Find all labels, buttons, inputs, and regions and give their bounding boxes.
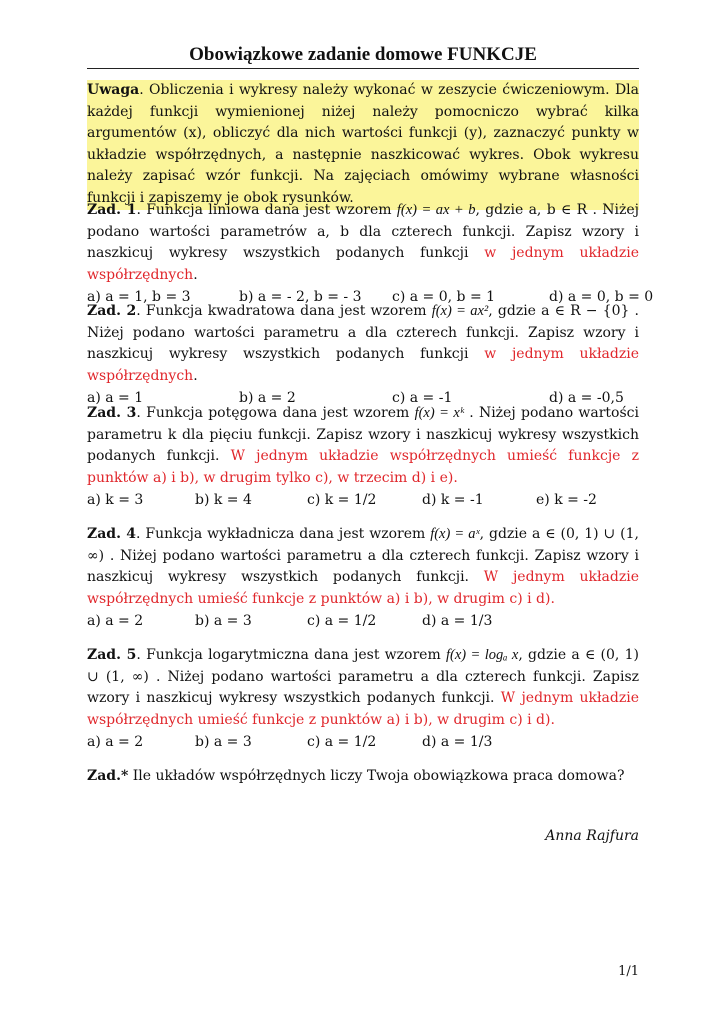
task-label: Zad. 1 xyxy=(87,202,137,218)
task-formula: f(x) = ax + b xyxy=(396,202,476,218)
option-c: c) a = 1/2 xyxy=(307,613,377,630)
option-b: b) k = 4 xyxy=(195,492,252,509)
task-intro: . Funkcja logarytmiczna dana jest wzorem xyxy=(136,647,446,663)
option-c: c) a = -1 xyxy=(392,390,453,407)
task-options xyxy=(87,731,639,753)
task-1 xyxy=(87,200,654,308)
option-c: c) a = 1/2 xyxy=(307,734,377,751)
task-formula: f(x) = ax² xyxy=(431,303,489,319)
task-2 xyxy=(87,301,639,409)
option-b: b) a = - 2, b = - 3 xyxy=(239,289,362,306)
option-a: a) a = 2 xyxy=(87,613,144,630)
task-options xyxy=(87,610,639,632)
task-formula: f(x) = logₐ x xyxy=(445,647,519,663)
task-intro: . Funkcja kwadratowa dana jest wzorem xyxy=(136,303,432,319)
note-label: Uwaga xyxy=(87,82,140,98)
note-text: . Obliczenia i wykresy należy wykonać w zeszycie ćwiczeniowym. Dla każdej funkcji wymienionej niżej należy pomocniczo wybrać kilka argumentów (x), obliczyć dla nich wartości funkcji (y), zaznaczyć punkty w układzie współrzędnych, a następnie naszkicować wykres. Obok wykresu należy zapisać wzór funkcji. Na zajęciach omówimy wybrane własności funkcji i zapiszemy je obok rysunków. xyxy=(87,82,639,206)
bonus-task xyxy=(87,766,639,788)
option-a: a) k = 3 xyxy=(87,492,144,509)
task-end: . xyxy=(193,266,198,283)
task-body: , gdzie a ∈ (0, 1) ∪ (1, ∞) . Niżej podano wartości parametru a dla czterech funkcji. Zapisz wzory i naszkicuj wykresy wszystkich podanych funkcji. xyxy=(87,647,639,707)
task-4 xyxy=(87,524,639,632)
task-highlight: W jednym układzie współrzędnych umieść funkcje z punktów a) i b), w drugim c) i d). xyxy=(87,690,639,728)
option-a: a) a = 2 xyxy=(87,734,144,751)
bonus-text: Ile układów współrzędnych liczy Twoja obowiązkowa praca domowa? xyxy=(128,768,625,784)
option-b: b) a = 2 xyxy=(239,390,296,407)
bonus-label: Zad.* xyxy=(87,768,129,784)
task-label: Zad. 3 xyxy=(87,405,137,421)
note-box xyxy=(87,80,639,210)
task-body: , gdzie a ∈ R − {0} . Niżej podano wartości parametru a dla czterech funkcji. Zapisz wzory i naszkicuj wykresy wszystkich podanych funkcji xyxy=(87,303,639,363)
task-highlight: W jednym układzie współrzędnych umieść funkcje z punktów a) i b), w drugim c) i d). xyxy=(87,569,639,607)
option-e: e) k = -2 xyxy=(536,492,597,509)
option-c: c) a = 0, b = 1 xyxy=(392,289,496,306)
page-number: 1/1 xyxy=(618,964,639,979)
option-a: a) a = 1 xyxy=(87,390,144,407)
task-3 xyxy=(87,403,639,511)
task-highlight: w jednym układzie współrzędnych xyxy=(87,245,640,283)
option-d: d) a = 1/3 xyxy=(422,613,493,630)
task-end: . xyxy=(193,367,198,384)
option-d: d) a = -0,5 xyxy=(549,390,624,407)
task-formula: f(x) = aˣ xyxy=(430,526,480,542)
task-5 xyxy=(87,645,639,753)
task-label: Zad. 2 xyxy=(87,303,137,319)
task-label: Zad. 5 xyxy=(87,647,137,663)
task-intro: . Funkcja liniowa dana jest wzorem xyxy=(136,202,397,218)
task-highlight: W jednym układzie współrzędnych umieść funkcje z punktów a) i b), w drugim tylko c), w trzecim d) i e). xyxy=(87,448,639,486)
task-body: , gdzie a, b ∈ R . Niżej podano wartości parametrów a, b dla czterech funkcji. Zapisz wzory i naszkicuj wykresy wszystkich podanych funkcji xyxy=(87,202,639,262)
task-formula: f(x) = xᵏ xyxy=(414,405,464,421)
page-title: Obowiązkowe zadanie domowe FUNKCJE xyxy=(189,44,537,65)
task-options xyxy=(87,489,639,511)
option-c: c) k = 1/2 xyxy=(307,492,377,509)
option-d: d) k = -1 xyxy=(422,492,484,509)
title-divider xyxy=(87,68,639,69)
task-intro: . Funkcja potęgowa dana jest wzorem xyxy=(136,405,415,421)
task-body: . Niżej podano wartości parametru k dla pięciu funkcji. Zapisz wzory i naszkicuj wykresy wszystkich podanych funkcji. xyxy=(87,405,639,465)
task-label: Zad. 4 xyxy=(87,526,137,542)
option-a: a) a = 1, b = 3 xyxy=(87,289,191,306)
author-signature: Anna Rajfura xyxy=(545,828,639,844)
option-b: b) a = 3 xyxy=(195,734,252,751)
option-d: d) a = 0, b = 0 xyxy=(549,289,654,306)
task-intro: . Funkcja wykładnicza dana jest wzorem xyxy=(136,526,431,542)
option-d: d) a = 1/3 xyxy=(422,734,493,751)
option-b: b) a = 3 xyxy=(195,613,252,630)
task-highlight: w jednym układzie współrzędnych xyxy=(87,346,640,384)
task-body: , gdzie a ∈ (0, 1) ∪ (1, ∞) . Niżej podano wartości parametru a dla czterech funkcji. Zapisz wzory i naszkicuj wykresy wszystkich podanych funkcji. xyxy=(87,526,639,586)
